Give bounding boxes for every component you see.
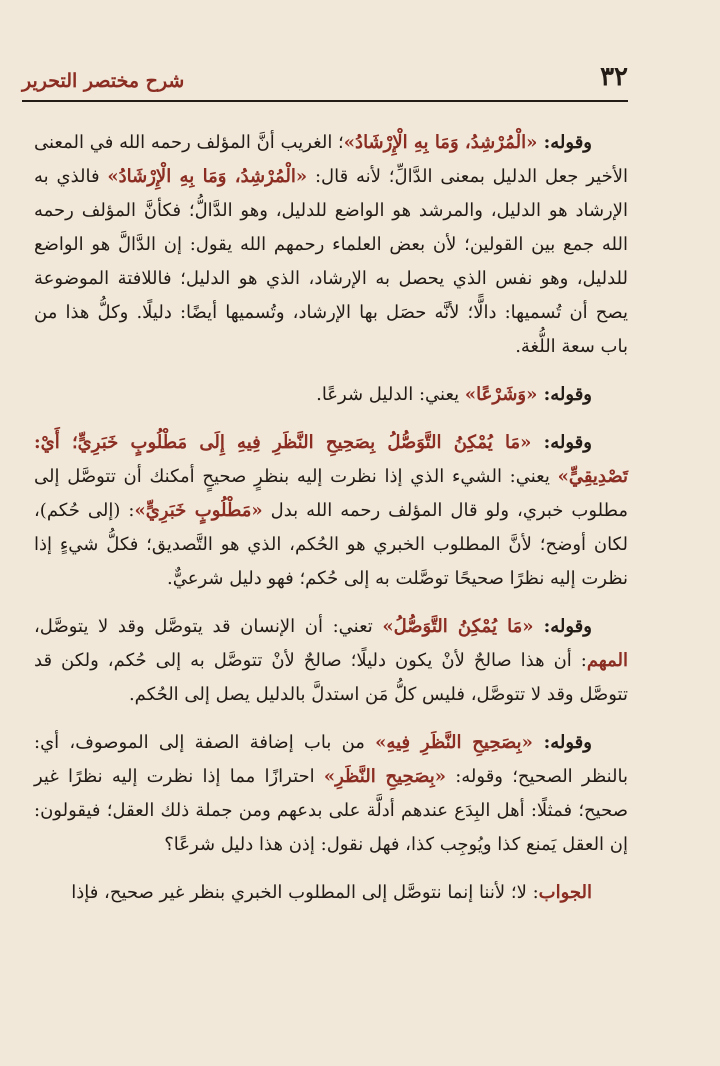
paragraph-text: من باب إضافة الصفة إلى الموصوف، أي: بالنظر الصحيح؛ وقوله: — [34, 732, 628, 787]
paragraph-lead: وقوله: — [532, 732, 592, 753]
paragraph-lead: وقوله: — [537, 384, 592, 405]
paragraph-yumkin-tawassul — [34, 426, 628, 596]
paragraph-text: احترازًا مما إذا نظرت إليه نظرًا غير صحيح؛ فمثلًا: أهل البِدَع عندهم أدلَّة على بدعهم ومن جملة ذلك العقل؛ فيقولون: إن العقل يَمنع كذا ويُوجِب كذا، فهل نقول: إذن هذا دليل شرعًا؟ — [34, 766, 628, 855]
paragraph-text: يعني: الدليل شرعًا. — [316, 384, 465, 405]
paragraph-answer — [34, 876, 628, 910]
paragraph-sharan — [34, 378, 628, 412]
page-body — [34, 126, 628, 924]
paragraph-text: يعني: الشيء الذي إذا نظرت إليه بنظرٍ صحيحٍ أمكنك أن تتوصَّل إلى مطلوب خبري، ولو قال المؤلف رحمه الله بدل — [34, 466, 629, 521]
header-divider — [22, 100, 628, 102]
paragraph-murshid — [34, 126, 628, 364]
paragraph-text: ؛ الغريب أنَّ المؤلف رحمه الله في المعنى الأخير جعل الدليل بمعنى الدَّالِّ؛ لأنه قال: — [34, 132, 628, 187]
quoted-phrase: «مَا يُمْكِنُ التَّوَصُّلُ بِصَحِيحِ النَّظَرِ فِيهِ إِلَى مَطْلُوبٍ خَبَرِيٍّ؛ أَيْ: تَصْدِيقِيٍّ» — [34, 432, 628, 487]
quoted-phrase: «الْمُرْشِدُ، وَمَا بِهِ الْإِرْشَادُ» — [107, 166, 308, 187]
running-title: شرح مختصر التحرير — [22, 70, 185, 92]
highlighted-term: المهم — [586, 650, 628, 671]
paragraph-text: فالذي به الإرشاد هو الدليل، والمرشد هو الواضع للدليل، وهو الدَّالُّ؛ فكأنَّ المؤلف رحمه الله جمع بين القولين؛ لأن بعض العلماء رحمهم الله يقول: إن الدَّالَّ هو الواضع للدليل، وهو نفس الذي يحصل به الإرشاد، الذي هو الدليل؛ فاللافتة الموضوعة يصح أن تُسميها: دالًّا؛ لأنَّه حصَل بها الإرشاد، وتُسميها أيضًا: دليلًا. وكلُّ هذا من باب سعة اللُّغة. — [34, 166, 628, 357]
paragraph-lead: وقوله: — [537, 132, 592, 153]
quoted-phrase: «الْمُرْشِدُ، وَمَا بِهِ الْإِرْشَادُ» — [343, 132, 538, 153]
paragraph-text: : (إلى حُكم)، لكان أوضح؛ لأنَّ المطلوب الخبري هو الحُكم، الذي هو التَّصديق؛ فكلُّ شيءٍ إذا نظرت إليه نظرًا صحيحًا توصَّلت به إلى حُكم؛ فهو دليل شرعيٌّ. — [34, 500, 628, 589]
paragraph-lead: وقوله: — [531, 432, 592, 453]
paragraph-text: : لا؛ لأننا إنما نتوصَّل إلى المطلوب الخبري بنظر غير صحيح، فإذا — [71, 882, 539, 903]
highlighted-term: الجواب — [538, 882, 592, 903]
quoted-phrase: «بِصَحِيحِ النَّظَرِ فِيهِ» — [375, 732, 533, 753]
page-header — [22, 60, 628, 102]
quoted-phrase: «مَا يُمْكِنُ التَّوَصُّلُ» — [382, 616, 534, 637]
quoted-phrase: «وَشَرْعًا» — [464, 384, 538, 405]
paragraph-text: تعني: أن الإنسان قد يتوصَّل وقد لا يتوصَّل، — [34, 616, 383, 637]
paragraph-lead: وقوله: — [533, 616, 592, 637]
page-number: ٣٢ — [600, 62, 628, 92]
quoted-phrase: «بِصَحِيحِ النَّظَرِ» — [323, 766, 446, 787]
paragraph-sahih-nazar — [34, 726, 628, 862]
paragraph-ma-yumkin — [34, 610, 628, 712]
quoted-phrase: «مَطْلُوبٍ خَبَرِيٍّ» — [134, 500, 263, 521]
paragraph-text: : أن هذا صالحٌ لأنْ يكون دليلًا؛ صالحٌ لأنْ تتوصَّل به إلى حُكم، ولكن قد تتوصَّل وقد لا تتوصَّل، فليس كلُّ مَن استدلَّ بالدليل يصل إلى الحُكم. — [34, 650, 628, 705]
